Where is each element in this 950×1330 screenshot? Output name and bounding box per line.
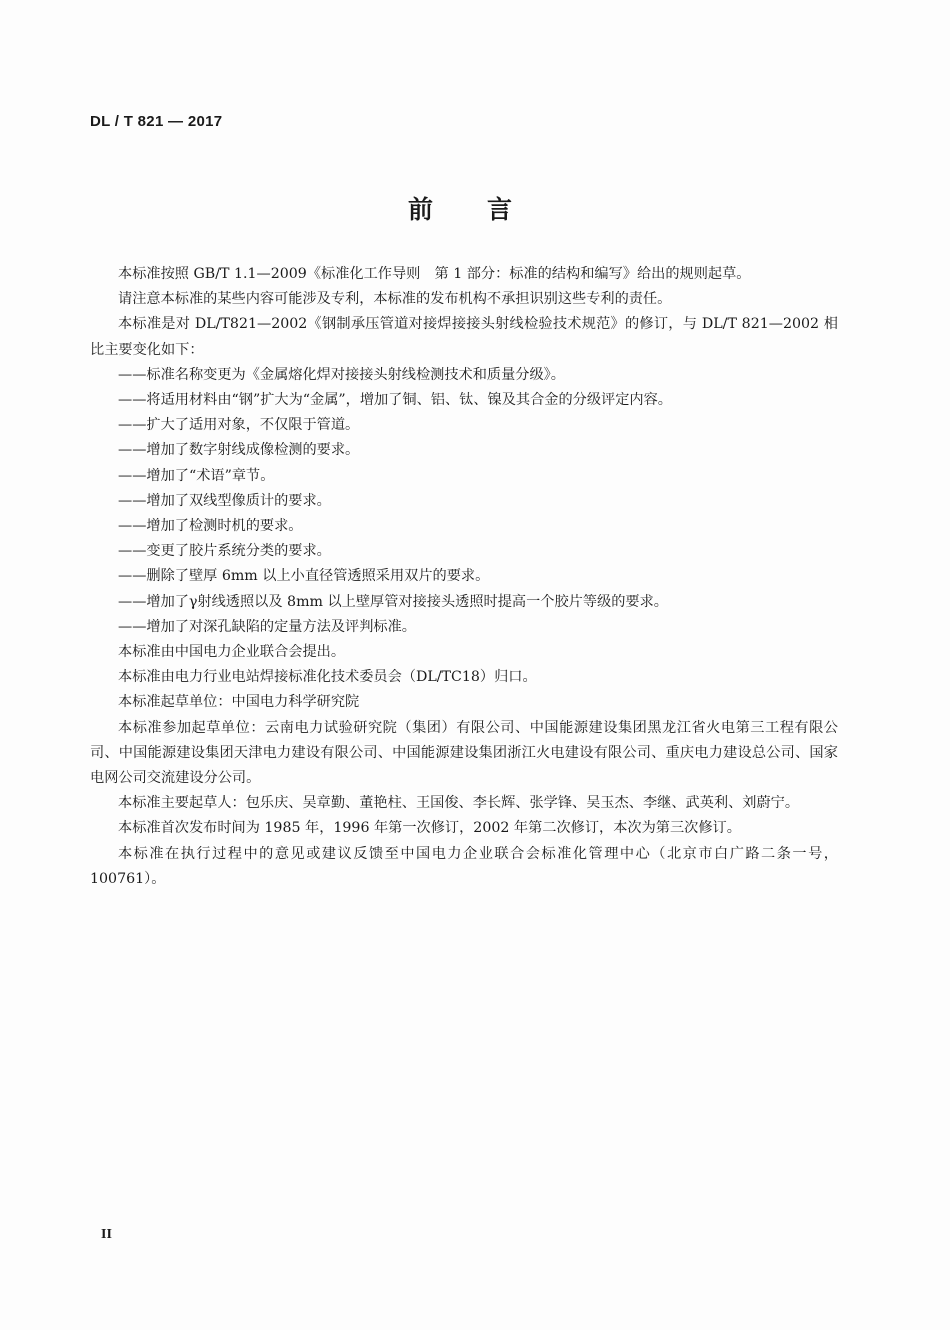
page-number: II [101,1227,112,1242]
change-item: ——增加了双线型像质计的要求。 [118,492,331,509]
paragraph: 本标准参加起草单位：云南电力试验研究院（集团）有限公司、中国能源建设集团黑龙江省火电第三工程有限公司、中国能源建设集团天津电力建设有限公司、中国能源建设集团浙江火电建设有限公司、重庆电力建设总公司、国家电网公司交流建设分公司。 [90,719,838,787]
paragraph: 本标准首次发布时间为 1985 年，1996 年第一次修订，2002 年第二次修订，本次为第三次修订。 [118,820,741,837]
change-item: ——增加了“术语”章节。 [118,467,275,484]
paragraph: 请注意本标准的某些内容可能涉及专利，本标准的发布机构不承担识别这些专利的责任。 [118,291,672,308]
change-item: ——将适用材料由“钢”扩大为“金属”，增加了铜、铝、钛、镍及其合金的分级评定内容。 [118,392,672,409]
paragraph: 本标准是对 DL/T821—2002《钢制承压管道对接焊接接头射线检验技术规范》的修订，与 DL/T 821—2002 相比主要变化如下： [90,316,838,358]
change-item: ——增加了数字射线成像检测的要求。 [118,442,360,459]
paragraph: 本标准由电力行业电站焊接标准化技术委员会（DL/TC18）归口。 [118,669,537,686]
change-item: ——标准名称变更为《金属熔化焊对接接头射线检测技术和质量分级》。 [118,366,565,383]
paragraph: 本标准在执行过程中的意见或建议反馈至中国电力企业联合会标准化管理中心（北京市白广路二条一号，100761）。 [90,845,838,887]
foreword-body [90,262,838,892]
paragraph: 本标准按照 GB/T 1.1—2009《标准化工作导则 第 1 部分：标准的结构和编写》给出的规则起草。 [118,266,751,282]
paragraph: 本标准起草单位：中国电力科学研究院 [118,694,360,711]
change-item: ——删除了壁厚 6mm 以上小直径管透照采用双片的要求。 [118,568,490,585]
change-item: ——变更了胶片系统分类的要求。 [118,543,331,560]
change-item: ——增加了检测时机的要求。 [118,518,303,535]
paragraph: 本标准主要起草人：包乐庆、吴章勤、董艳柱、王国俊、李长辉、张学锋、吴玉杰、李继、武英利、刘蔚宁。 [118,795,800,812]
change-item: ——增加了对深孔缺陷的定量方法及评判标准。 [118,618,416,635]
paragraph: 本标准由中国电力企业联合会提出。 [118,644,346,661]
change-item: ——增加了γ射线透照以及 8mm 以上壁厚管对接接头透照时提高一个胶片等级的要求。 [118,593,668,610]
standard-code: DL / T 821 — 2017 [90,113,223,130]
change-item: ——扩大了适用对象，不仅限于管道。 [118,417,360,434]
page-title: 前言 [407,195,566,224]
